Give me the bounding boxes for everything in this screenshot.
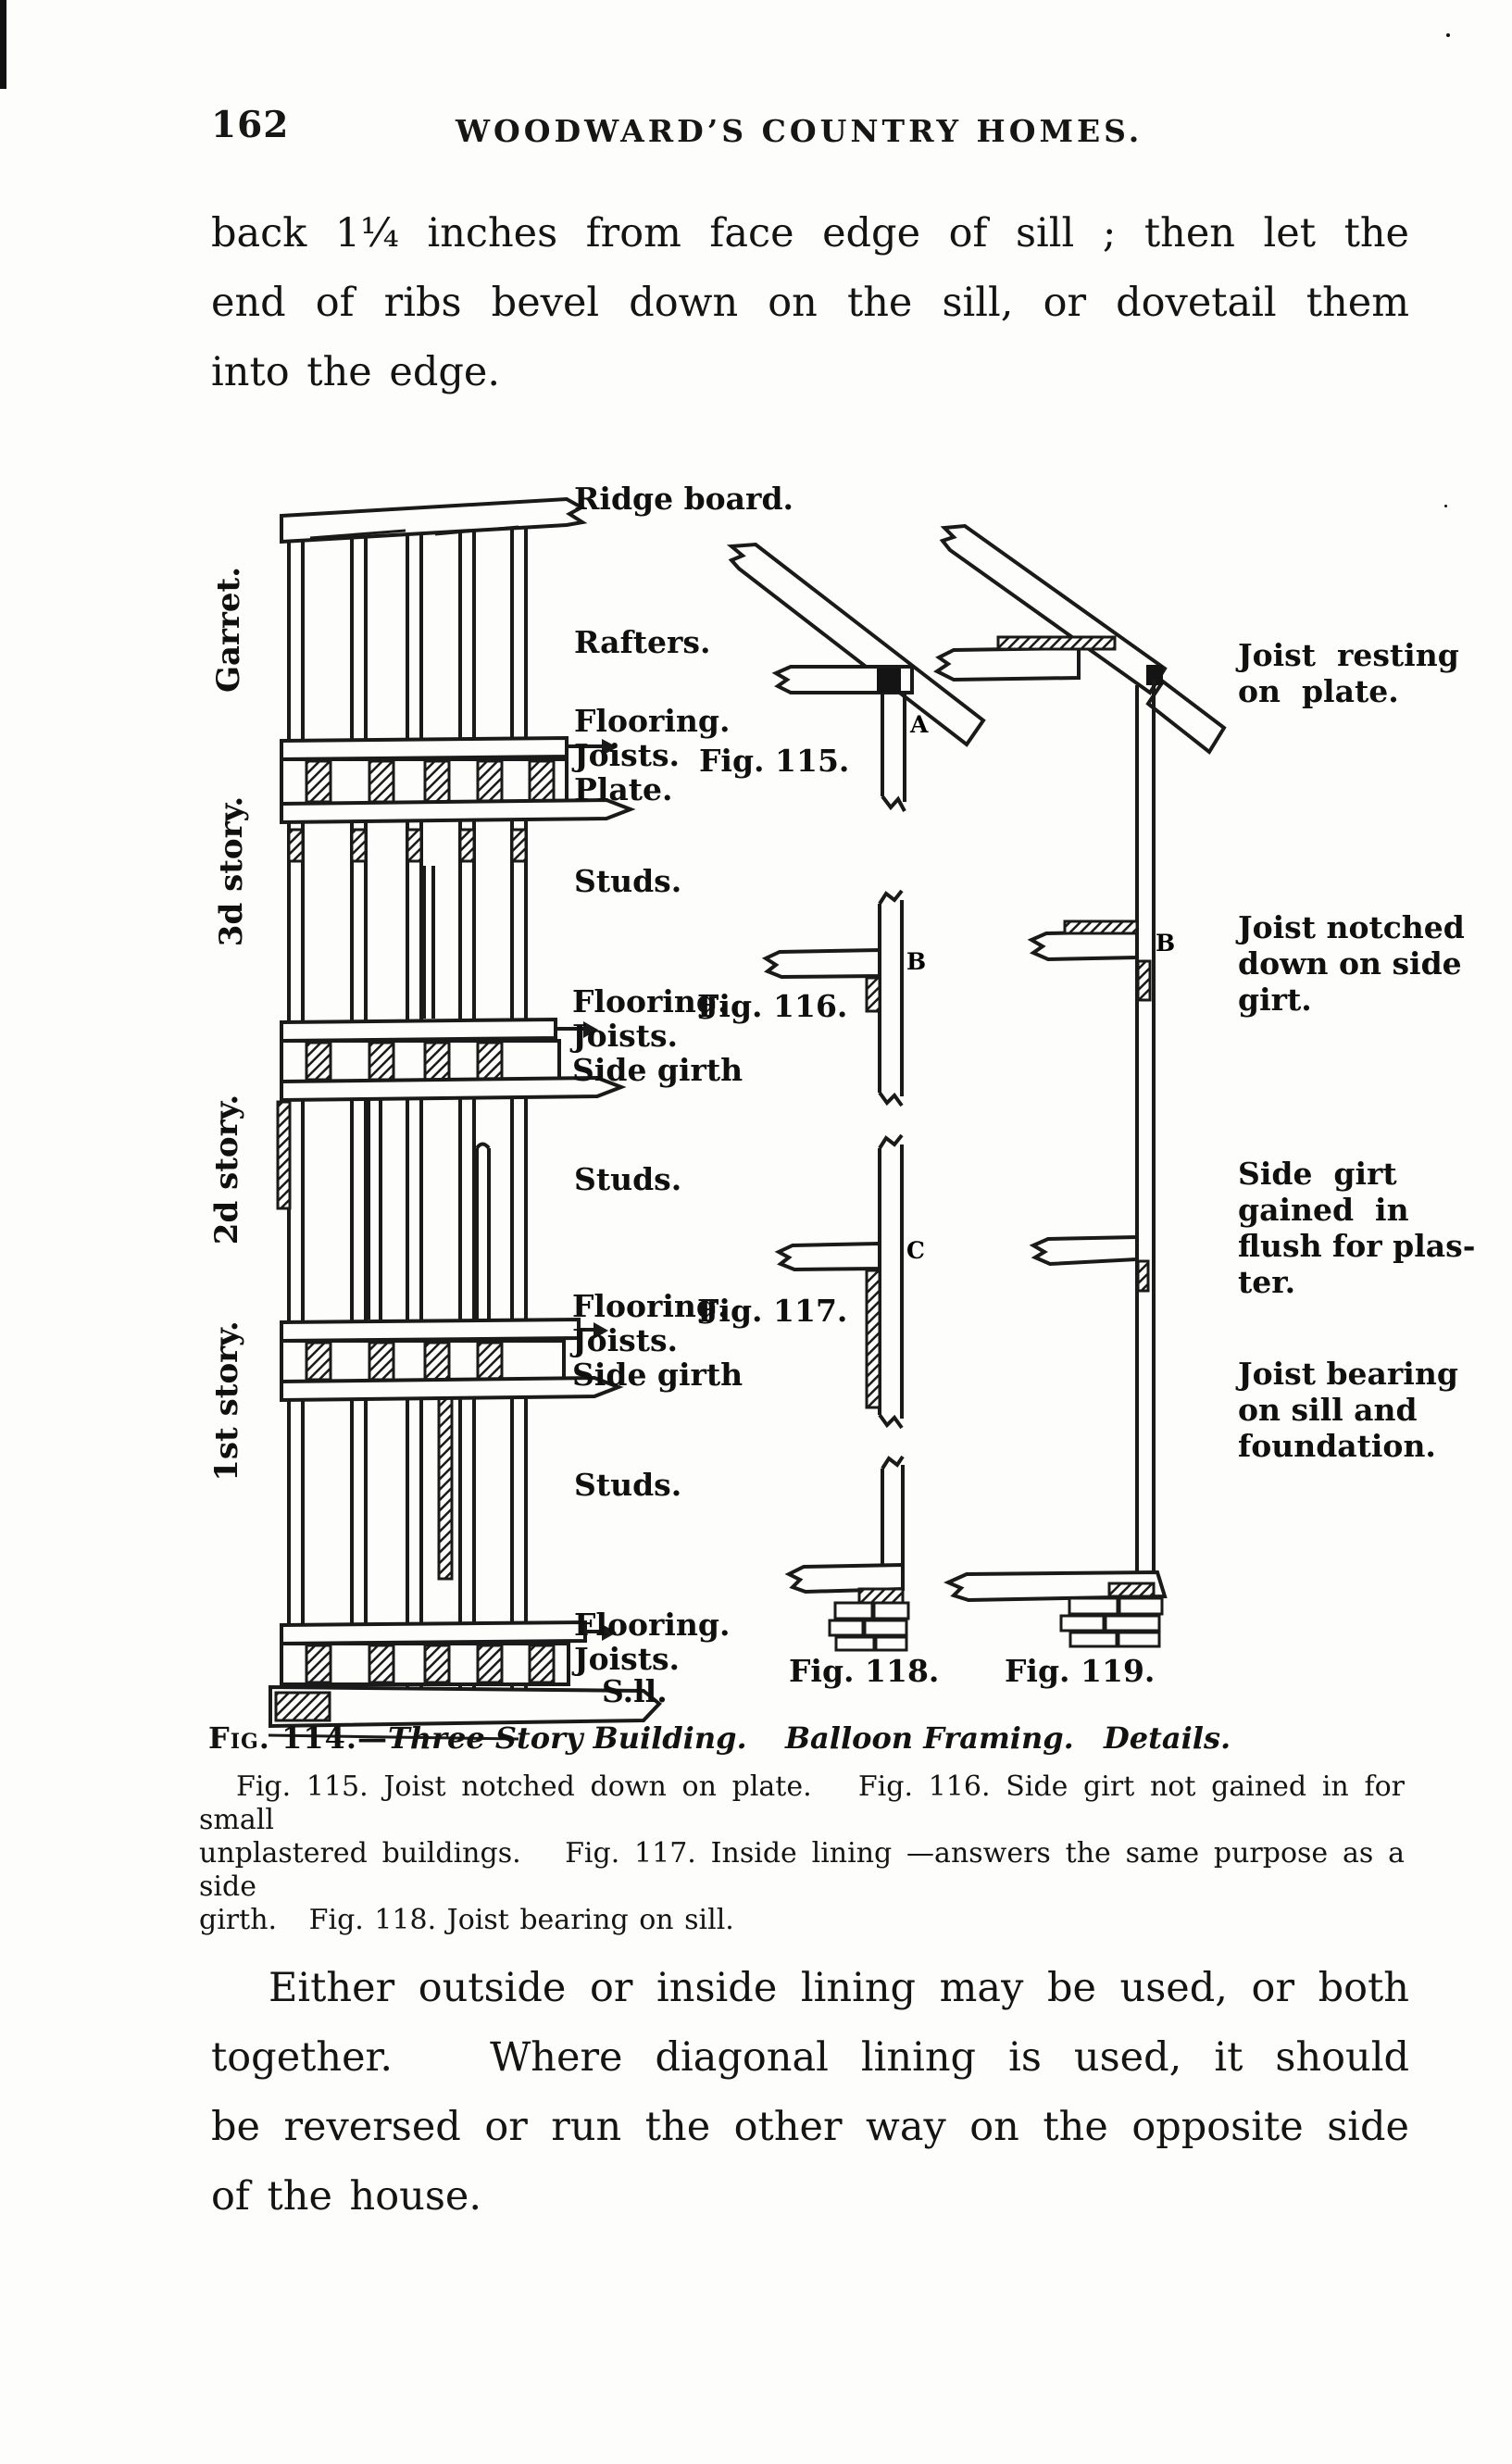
- label-joists-4: Joists.: [574, 1641, 681, 1677]
- text-line: together. Where diagonal lining is used, it should: [211, 2034, 1409, 2081]
- label-line: flush for plas-: [1238, 1228, 1476, 1264]
- label-side-girth-2: Side girth: [572, 1052, 744, 1088]
- paragraph-bottom: [211, 1954, 1409, 2232]
- text-line: end of ribs bevel down on the sill, or dovetail them: [211, 280, 1409, 326]
- label-line: Joist bearing: [1238, 1356, 1458, 1392]
- label-line: Joist notched: [1238, 909, 1465, 945]
- label-line: gained in: [1238, 1192, 1409, 1228]
- label-fig-117: Fig. 117.: [697, 1293, 848, 1329]
- label-joists-2: Joists.: [572, 1018, 679, 1054]
- text-line: of the house.: [211, 2173, 482, 2220]
- text-line: be reversed or run the other way on the opposite side: [211, 2104, 1409, 2150]
- label-joist-notched-side-girt: [1238, 909, 1465, 1018]
- caption-fig-114: [208, 1720, 747, 1756]
- caption-block: [199, 1770, 1416, 1937]
- letter-a: A: [910, 711, 929, 738]
- label-studs-2: Studs.: [574, 1161, 682, 1197]
- caption-line: girth. Fig. 118. Joist bearing on sill.: [199, 1904, 734, 1936]
- label-line: on plate.: [1238, 673, 1399, 709]
- label-flooring-2: Flooring.: [572, 983, 729, 1019]
- label-side-girt-gained-in: [1238, 1156, 1475, 1300]
- running-title: WOODWARD’S COUNTRY HOMES.: [456, 113, 1143, 149]
- label-garret: Garret.: [210, 566, 247, 694]
- label-joist-bearing-on-sill: [1238, 1356, 1458, 1464]
- label-fig-116: Fig. 116.: [697, 988, 848, 1024]
- label-line: girt.: [1238, 982, 1312, 1018]
- label-fig-119: Fig. 119.: [1005, 1653, 1156, 1689]
- label-line: Joist resting: [1238, 637, 1459, 673]
- letter-c-fig117: C: [906, 1237, 925, 1264]
- label-studs-1: Studs.: [574, 863, 682, 899]
- label-side-girth-3: Side girth: [572, 1357, 744, 1393]
- fig-117-drawing: [779, 1135, 902, 1428]
- fig-119-drawing: [937, 526, 1224, 1646]
- page-number: 162: [211, 104, 290, 146]
- text-line: Either outside or inside lining may be used, or both: [269, 1965, 1409, 2011]
- label-joist-resting-on-plate: [1238, 637, 1459, 709]
- caption-fig-114-title: Three Story Building.: [388, 1720, 747, 1756]
- label-plate: Plate.: [574, 771, 673, 807]
- caption-fig-114-number: Fig. 114.—: [208, 1720, 389, 1756]
- fig-114-frame: [269, 499, 659, 1739]
- label-sill: S.ll.: [602, 1673, 668, 1709]
- label-flooring-4: Flooring.: [574, 1607, 731, 1643]
- label-flooring-3: Flooring.: [572, 1288, 729, 1324]
- label-1st-story: 1st story.: [208, 1320, 245, 1482]
- label-line: ter.: [1238, 1264, 1296, 1300]
- text-line: into the edge.: [211, 349, 500, 395]
- label-line: Side girt: [1238, 1156, 1397, 1192]
- label-2d-story: 2d story.: [208, 1094, 245, 1245]
- label-ridge-board: Ridge board.: [574, 481, 794, 517]
- label-line: foundation.: [1238, 1428, 1436, 1464]
- caption-line: unplastered buildings. Fig. 117. Inside lining —answers the same purpose as a side: [199, 1837, 1416, 1903]
- letter-b-fig119: B: [1156, 930, 1176, 957]
- label-joists-3: Joists.: [572, 1322, 679, 1358]
- caption-balloon-framing: Balloon Framing.: [785, 1720, 1074, 1756]
- label-3d-story: 3d story.: [213, 795, 250, 947]
- label-studs-3: Studs.: [574, 1467, 682, 1503]
- fig-118-drawing: [789, 1457, 908, 1650]
- caption-line: Fig. 115. Joist notched down on plate. Fig. 116. Side girt not gained in for small: [199, 1770, 1416, 1836]
- label-line: on sill and: [1238, 1392, 1418, 1428]
- letter-b-fig116: B: [906, 948, 927, 975]
- label-joists-1: Joists.: [574, 737, 681, 773]
- label-fig-115: Fig. 115.: [699, 743, 850, 779]
- text-line: back 1¼ inches from face edge of sill ; then let the: [211, 210, 1409, 256]
- label-fig-118: Fig. 118.: [789, 1653, 940, 1689]
- label-flooring-1: Flooring.: [574, 703, 731, 739]
- label-line: down on side: [1238, 945, 1462, 982]
- caption-details: Details.: [1104, 1720, 1231, 1756]
- label-rafters: Rafters.: [574, 624, 711, 660]
